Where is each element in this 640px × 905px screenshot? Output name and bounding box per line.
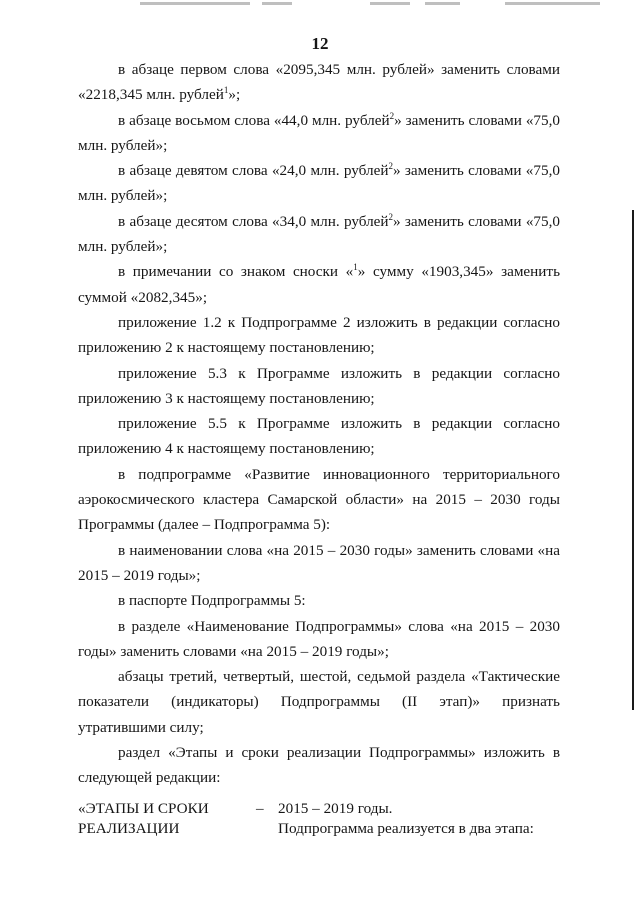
footnote-mark: 2 bbox=[389, 110, 395, 121]
table-dash: – bbox=[256, 800, 264, 817]
text-fragment: в абзаце девятом слова «24,0 млн. рублей bbox=[118, 162, 389, 180]
paragraph-14: раздел «Этапы и сроки реализации Подпрограммы» изложить в следующей редакции: bbox=[78, 744, 560, 787]
text-fragment: в абзаце восьмом слова «44,0 млн. рублей bbox=[118, 111, 390, 129]
footnote-mark: 2 bbox=[388, 211, 394, 222]
table-row-2 bbox=[78, 816, 560, 841]
scan-edge-line bbox=[632, 210, 634, 710]
paragraph-9: в подпрограмме «Развитие инновационного территориального аэрокосмического кластера Самарской области» на 2015 – 2030 годы Программы (далее – Подпрограмма 5): bbox=[78, 465, 560, 534]
text-fragment: в абзаце первом слова «2095,345 млн. рублей» заменить словами «2218,345 млн. рублей bbox=[78, 61, 560, 104]
paragraph-3 bbox=[78, 158, 560, 209]
scan-artifact-top bbox=[0, 0, 640, 14]
paragraph-7: приложение 5.3 к Программе изложить в редакции согласно приложению 3 к настоящему постановлению; bbox=[78, 364, 560, 407]
text-fragment: » заменить словами «75,0 млн. рублей»; bbox=[78, 111, 560, 154]
text-fragment: » заменить словами «75,0 млн. рублей»; bbox=[78, 212, 560, 256]
document-body bbox=[78, 57, 560, 791]
paragraph-1 bbox=[78, 57, 560, 108]
page-number: 12 bbox=[311, 34, 329, 53]
paragraph-6: приложение 1.2 к Подпрограмме 2 изложить в редакции согласно приложению 2 к настоящему постановлению; bbox=[78, 313, 560, 357]
paragraph-10: в наименовании слова «на 2015 – 2030 годы» заменить словами «на 2015 – 2019 годы»; bbox=[78, 541, 560, 584]
paragraph-13: абзацы третий, четвертый, шестой, седьмой раздела «Тактические показатели (индикаторы) Подпрограммы (II этап)» признать утратившими силу; bbox=[78, 668, 560, 736]
table-value-line-2: Подпрограмма реализуется в два этапа: bbox=[278, 820, 534, 837]
footnote-mark: 1 bbox=[223, 85, 229, 96]
paragraph-12: в разделе «Наименование Подпрограммы» слова «на 2015 – 2030 годы» заменить словами «на 2015 – 2019 годы»; bbox=[78, 617, 560, 660]
footnote-mark: 2 bbox=[388, 161, 393, 172]
paragraph-4 bbox=[78, 209, 560, 260]
paragraph-5 bbox=[78, 259, 560, 310]
paragraph-11: в паспорте Подпрограммы 5: bbox=[118, 592, 306, 610]
text-fragment: » сумму «1903,345» заменить суммой «2082,345»; bbox=[78, 263, 560, 306]
table-label-line-1: «ЭТАПЫ И СРОКИ bbox=[78, 800, 209, 817]
text-fragment: в абзаце десятом слова «34,0 млн. рублей bbox=[118, 212, 389, 230]
text-fragment: » заменить словами «75,0 млн. рублей»; bbox=[78, 162, 560, 205]
paragraph-2 bbox=[78, 108, 560, 159]
table-value-line-1: 2015 – 2019 годы. bbox=[278, 800, 393, 817]
text-fragment: в примечании со знаком сноски « bbox=[118, 263, 354, 281]
text-fragment: »; bbox=[228, 86, 241, 104]
paragraph-8: приложение 5.5 к Программе изложить в редакции согласно приложению 4 к настоящему постановлению; bbox=[78, 415, 560, 458]
footnote-mark: 1 bbox=[353, 262, 358, 273]
table-label-line-2: РЕАЛИЗАЦИИ bbox=[78, 820, 180, 837]
